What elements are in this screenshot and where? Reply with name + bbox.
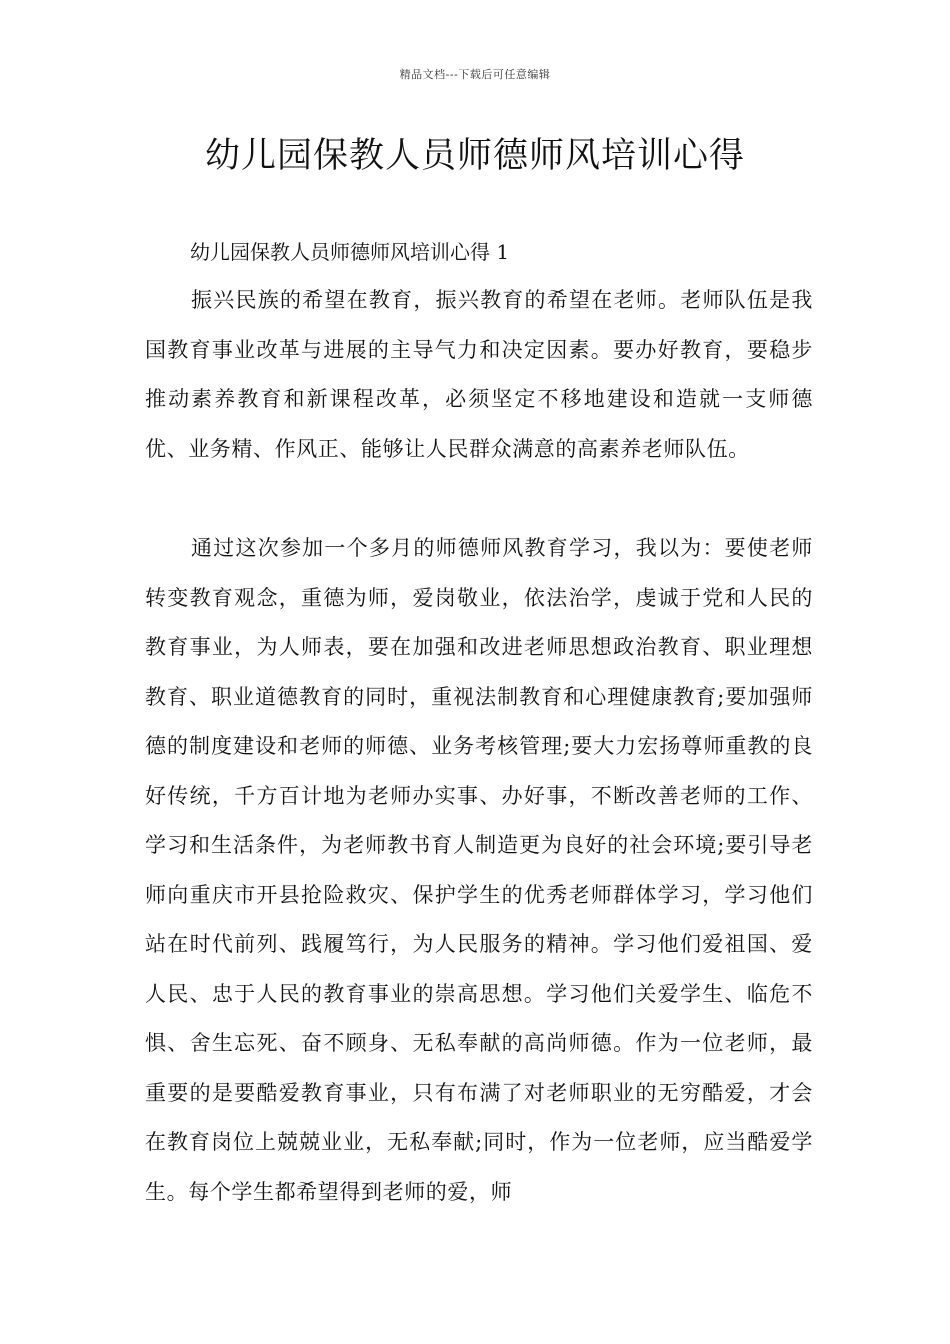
header-note: 精品文档---下载后可任意编辑 xyxy=(399,68,551,81)
body-paragraph-1: 振兴民族的希望在教育，振兴教育的希望在老师。老师队伍是我国教育事业改革与进展的主导气力和决定因素。要办好教育，要稳步推动素养教育和新课程改革，必须坚定不移地建设和造就一支师德优、业务精、作风正、能够让人民群众满意的高素养老师队伍。 xyxy=(145,288,813,461)
section-subheading: 幼儿园保教人员师德师风培训心得 1 xyxy=(190,240,510,264)
body-paragraph-2: 通过这次参加一个多月的师德师风教育学习，我以为：要使老师转变教育观念，重德为师，爱岗敬业，依法治学，虔诚于党和人民的教育事业，为人师表，要在加强和改进老师思想政治教育、职业理想教育、职业道德教育的同时，重视法制教育和心理健康教育;要加强师德的制度建设和老师的师德、业务考核管理;要大力宏扬尊师重教的良好传统，千方百计地为老师办实事、办好事，不断改善老师的工作、学习和生活条件，为老师教书育人制造更为良好的社会环境;要引导老师向重庆市开县抢险救灾、保护学生的优秀老师群体学习，学习他们站在时代前列、践履笃行，为人民服务的精神。学习他们爱祖国、爱人民、忠于人民的教育事业的崇高思想。学习他们关爱学生、临危不惧、舍生忘死、奋不顾身、无私奉献的高尚师德。作为一位老师，最重要的是要酷爱教育事业，只有布满了对老师职业的无穷酷爱，才会在教育岗位上兢兢业业，无私奉献;同时，作为一位老师，应当酷爱学生。每个学生都希望得到老师的爱，师 xyxy=(145,536,813,1204)
document-title: 幼儿园保教人员师德师风培训心得 xyxy=(204,136,745,176)
